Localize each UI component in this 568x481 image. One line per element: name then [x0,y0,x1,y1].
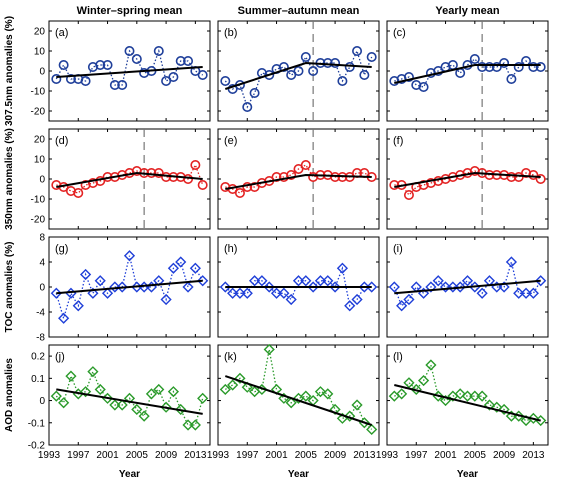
data-point [265,345,274,354]
panel-label: (g) [55,243,69,255]
panel-label: (a) [55,27,69,39]
y-tick-label: -10 [30,86,45,98]
x-tick-label: 2009 [492,450,516,461]
x-tick-label: 1993 [375,450,399,461]
y-tick-label: 4 [39,257,45,269]
series-line [225,51,371,107]
panel-frame [49,129,210,229]
data-point [302,161,310,169]
trend-line [394,385,540,421]
data-point [191,161,199,169]
x-tick-label: 2009 [323,450,347,461]
panel [387,129,548,229]
x-tick-label: 2013 [184,450,207,461]
panel-label: (c) [393,27,406,39]
y-tick-label: 20 [33,134,45,146]
trend-line [56,173,202,187]
x-axis-label: Year [456,469,479,480]
panel-frame [218,129,379,229]
y-tick-label: -20 [30,106,45,118]
panel [218,237,379,337]
y-axis-label: TOC anomalies (%) [4,241,15,333]
trend-line [56,281,202,294]
x-tick-label: 1993 [206,450,230,461]
panel [387,21,548,121]
y-tick-label: -4 [36,307,45,319]
data-point [367,425,376,434]
x-tick-label: 2001 [96,450,119,461]
panel-label: (l) [393,351,403,363]
panel-label: (d) [55,135,69,147]
y-tick-label: 0.2 [31,351,45,363]
x-tick-label: 2001 [265,450,288,461]
data-point [59,61,67,69]
panel [31,129,210,229]
x-tick-label: 2001 [434,450,457,461]
panel-frame [387,129,548,229]
panel-frame [387,21,548,121]
x-axis-labels [119,469,478,480]
row-y-labels [4,16,15,432]
panel-frame [49,345,210,445]
column-title: Summer–autumn mean [237,5,360,17]
panel-label: (h) [224,243,238,255]
trend-line [56,67,202,77]
data-point [507,75,515,83]
y-tick-label: 0.1 [31,373,45,385]
x-tick-label: 2005 [125,450,148,461]
y-axis-label: 350nm anomalies (%) [4,128,15,230]
data-point [250,89,258,97]
panel-grid [28,21,548,461]
data-point [471,55,479,63]
panel-label: (i) [393,243,403,255]
panel-frame [387,345,548,445]
panel-label: (e) [224,135,238,147]
data-point [236,189,244,197]
y-tick-label: 8 [39,232,45,244]
x-axis-label: Year [118,469,141,480]
panel-label: (k) [224,351,237,363]
y-tick-label: 10 [33,46,45,58]
panel [376,345,548,461]
y-tick-label: 20 [33,26,45,38]
data-point [183,282,192,291]
panel [28,345,210,461]
data-point [507,257,516,266]
data-point [66,372,75,381]
y-tick-label: 0 [39,396,45,408]
data-point [59,314,68,323]
x-tick-label: 2005 [463,450,486,461]
y-tick-label: 10 [33,154,45,166]
data-point [176,257,185,266]
trend-line [225,376,371,425]
column-titles [77,5,500,17]
x-tick-label: 2009 [154,450,178,461]
x-tick-label: 1997 [67,450,90,461]
column-title: Winter–spring mean [76,5,183,17]
x-tick-label: 2005 [294,450,317,461]
data-point [352,400,361,409]
data-point [456,69,464,77]
y-tick-label: -0.2 [27,440,45,452]
data-point [405,191,413,199]
y-tick-label: -10 [30,194,45,206]
panel [218,129,379,229]
y-tick-label: -0.1 [27,418,45,430]
x-tick-label: 2013 [522,450,545,461]
trend-line [394,173,540,187]
y-tick-label: 0 [39,282,45,294]
panel [387,237,548,337]
panel [36,233,210,344]
panel [31,21,210,121]
panel-label: (j) [55,351,65,363]
column-title: Yearly mean [435,5,500,17]
x-axis-label: Year [287,469,310,480]
panel-label: (f) [393,135,404,147]
x-tick-label: 1993 [37,450,61,461]
x-tick-label: 1997 [236,450,259,461]
series-line [225,165,371,193]
y-axis-label: AOD anomalies [4,358,15,432]
data-point [59,398,68,407]
data-point [198,394,207,403]
panel-label: (b) [224,27,238,39]
series-line [394,262,540,306]
y-tick-label: 0 [39,174,45,186]
y-tick-label: -8 [36,332,45,344]
panel [207,345,379,461]
data-point [198,181,206,189]
panel [218,21,379,121]
data-point [88,367,97,376]
data-point [353,47,361,55]
data-point [302,53,310,61]
data-point [346,63,354,71]
panel-frame [218,345,379,445]
data-point [426,360,435,369]
y-axis-label: 307.5nm anomalies (%) [4,15,15,127]
y-tick-label: 0 [39,66,45,78]
x-tick-label: 2013 [353,450,376,461]
data-point [360,71,368,79]
x-tick-label: 1997 [405,450,428,461]
y-tick-label: -20 [30,214,45,226]
